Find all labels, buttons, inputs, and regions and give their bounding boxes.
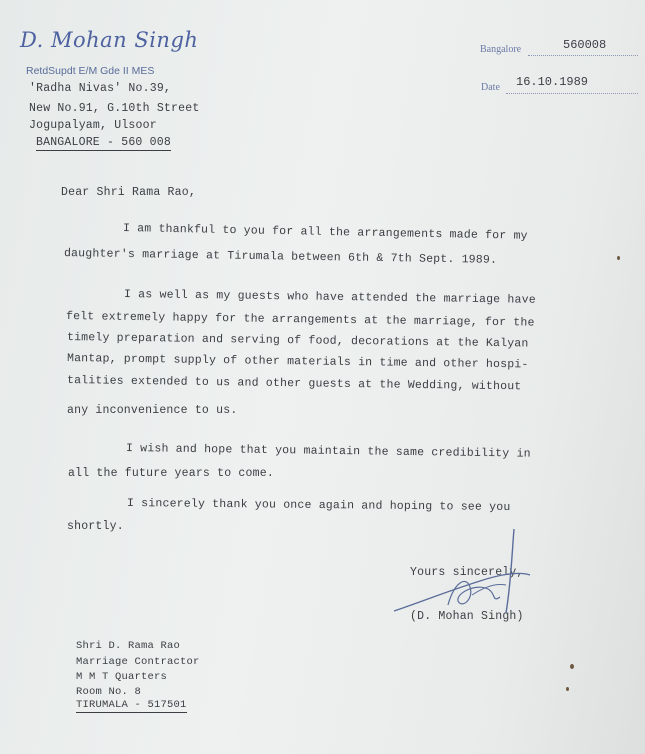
body-line-7: talities extended to us and other guests at the Wedding, without <box>66 374 522 394</box>
date-dotted-line <box>506 93 638 94</box>
address-line-3: Jogupalyam, Ulsoor <box>29 119 157 132</box>
recipient-line-1: Shri D. Rama Rao <box>76 640 181 652</box>
letterhead-designation: RetdSupdt E/M Gde II MES <box>26 65 155 77</box>
recipient-line-2: Marriage Contractor <box>76 656 200 668</box>
place-label: Bangalore <box>480 44 522 55</box>
paper-speck <box>570 664 574 669</box>
recipient-line-5: TIRUMALA - 517501 <box>76 699 187 711</box>
body-line-5: timely preparation and serving of food, decorations at the Kalyan <box>66 331 529 351</box>
body-line-3: I as well as my guests who have attended the marriage have <box>123 288 536 307</box>
date-value: 16.10.1989 <box>516 75 589 89</box>
address-line-4: BANGALORE - 560 008 <box>36 136 171 149</box>
body-line-9: I wish and hope that you maintain the same credibility in <box>125 442 531 461</box>
place-dotted-line <box>528 55 638 56</box>
body-line-8: any inconvenience to us. <box>67 404 238 417</box>
salutation: Dear Shri Rama Rao, <box>61 186 196 199</box>
body-line-1: I am thankful to you for all the arrangements made for my <box>122 222 528 243</box>
recipient-line-4: Room No. 8 <box>76 686 142 698</box>
paper-speck <box>617 256 620 260</box>
body-line-2: daughter's marriage at Tirumala between 6th & 7th Sept. 1989. <box>63 247 498 267</box>
closing: Yours sincerely, <box>410 566 524 579</box>
body-line-10: all the future years to come. <box>68 467 274 480</box>
letterhead-name: D. Mohan Singh <box>20 28 199 52</box>
body-line-11: I sincerely thank you once again and hoping to see you <box>126 497 511 515</box>
body-line-4: felt extremely happy for the arrangements at the marriage, for the <box>65 310 535 330</box>
recipient-line-3: M M T Quarters <box>76 671 168 683</box>
date-label: Date <box>481 82 500 93</box>
paper-speck <box>566 687 569 691</box>
address-line-2: New No.91, G.10th Street <box>29 102 200 115</box>
place-value: 560008 <box>563 38 607 52</box>
address-line-1: 'Radha Nivas' No.39, <box>29 82 172 95</box>
body-line-6: Mantap, prompt supply of other materials in time and other hospi- <box>66 352 529 372</box>
signatory-name: (D. Mohan Singh) <box>410 610 524 623</box>
body-line-12: shortly. <box>67 520 124 533</box>
